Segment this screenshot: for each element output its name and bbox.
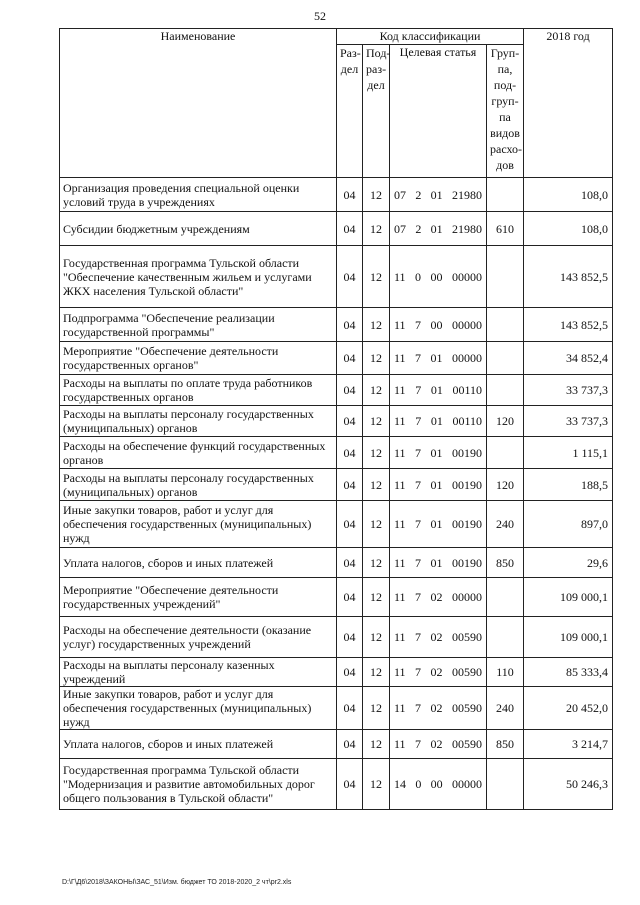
target-part-t4: 00110	[452, 414, 482, 428]
target-part-t2: 7	[415, 590, 422, 604]
target-part-t2: 7	[415, 701, 422, 715]
row-podrazdel: 12	[363, 759, 390, 810]
target-part-t4: 00190	[451, 517, 482, 531]
header-group: Груп- па, под- груп- па видов расхо- дов	[487, 45, 524, 178]
row-amount: 85 333,4	[524, 658, 613, 687]
table-row	[60, 759, 613, 810]
target-part-t3: 01	[430, 517, 443, 531]
row-target-article	[390, 308, 487, 342]
table-row	[60, 178, 613, 212]
row-name: Расходы на выплаты по оплате труда работников государственных органов	[60, 375, 337, 406]
target-part-t2: 7	[415, 630, 422, 644]
row-amount: 108,0	[524, 212, 613, 246]
row-group: 120	[487, 406, 524, 437]
row-target-article	[390, 617, 487, 658]
header-podrazdel: Под- раз- дел	[363, 45, 390, 178]
header-year: 2018 год	[524, 29, 613, 178]
target-part-t1: 11	[394, 414, 406, 428]
row-name: Государственная программа Тульской области "Модернизация и развитие автомобильных дорог общего пользования в Тульской области"	[60, 759, 337, 810]
row-amount: 1 115,1	[524, 437, 613, 469]
header-target: Целевая статья	[390, 45, 487, 178]
row-razdel: 04	[337, 406, 363, 437]
row-amount: 143 852,5	[524, 246, 613, 308]
target-part-t3: 02	[430, 737, 443, 751]
row-group: 610	[487, 212, 524, 246]
target-part-t1: 11	[394, 317, 406, 332]
row-name: Мероприятие "Обеспечение деятельности государственных органов"	[60, 342, 337, 375]
target-part-t4: 00000	[451, 590, 482, 604]
header-razdel: Раз- дел	[337, 45, 363, 178]
row-target-article	[390, 406, 487, 437]
row-name: Государственная программа Тульской области "Обеспечение качественным жильем и услугами ЖКХ населения Тульской области"	[60, 246, 337, 308]
row-podrazdel: 12	[363, 578, 390, 617]
target-part-t1: 07	[394, 187, 406, 202]
row-name: Мероприятие "Обеспечение деятельности государственных учреждений"	[60, 578, 337, 617]
row-group	[487, 178, 524, 212]
row-target-article	[390, 759, 487, 810]
row-podrazdel: 12	[363, 501, 390, 548]
row-podrazdel: 12	[363, 687, 390, 730]
row-target-article	[390, 658, 487, 687]
target-part-t1: 11	[394, 269, 406, 284]
page-number: 52	[314, 9, 326, 23]
table-row	[60, 246, 613, 308]
target-part-t2: 7	[415, 737, 422, 751]
row-group: 240	[487, 501, 524, 548]
target-part-t3: 02	[430, 701, 443, 715]
target-part-t3: 02	[430, 590, 443, 604]
target-part-t4: 00190	[451, 555, 482, 570]
table-row	[60, 617, 613, 658]
row-razdel: 04	[337, 617, 363, 658]
target-part-t3: 02	[430, 665, 443, 679]
row-amount: 20 452,0	[524, 687, 613, 730]
target-part-t3: 01	[430, 445, 443, 460]
row-target-article	[390, 178, 487, 212]
row-name: Уплата налогов, сборов и иных платежей	[60, 548, 337, 578]
row-name: Субсидии бюджетным учреждениям	[60, 212, 337, 246]
header-classification: Код классификации	[337, 29, 524, 45]
target-part-t1: 11	[394, 555, 406, 570]
row-podrazdel: 12	[363, 437, 390, 469]
target-part-t2: 7	[415, 414, 422, 428]
row-razdel: 04	[337, 342, 363, 375]
target-part-t4: 00110	[452, 383, 482, 397]
row-group: 850	[487, 548, 524, 578]
row-name: Подпрограмма "Обеспечение реализации государственной программы"	[60, 308, 337, 342]
target-part-t1: 11	[394, 737, 406, 751]
target-part-t4: 00000	[451, 269, 482, 284]
table-row	[60, 342, 613, 375]
row-group: 240	[487, 687, 524, 730]
row-podrazdel: 12	[363, 308, 390, 342]
row-podrazdel: 12	[363, 375, 390, 406]
row-name: Иные закупки товаров, работ и услуг для обеспечения государственных (муниципальных) нужд	[60, 501, 337, 548]
row-podrazdel: 12	[363, 730, 390, 759]
table-body	[60, 178, 613, 810]
table-row	[60, 687, 613, 730]
table-row	[60, 548, 613, 578]
row-amount: 34 852,4	[524, 342, 613, 375]
row-amount: 143 852,5	[524, 308, 613, 342]
row-amount: 33 737,3	[524, 375, 613, 406]
row-razdel: 04	[337, 469, 363, 501]
table-row	[60, 469, 613, 501]
row-group: 110	[487, 658, 524, 687]
target-part-t4: 00000	[451, 351, 482, 365]
target-part-t2: 7	[415, 317, 422, 332]
row-amount: 108,0	[524, 178, 613, 212]
target-part-t4: 21980	[451, 221, 482, 236]
row-amount: 897,0	[524, 501, 613, 548]
target-part-t2: 2	[415, 187, 422, 202]
row-razdel: 04	[337, 578, 363, 617]
target-part-t4: 00590	[451, 630, 482, 644]
row-amount: 3 214,7	[524, 730, 613, 759]
row-razdel: 04	[337, 501, 363, 548]
target-part-t2: 7	[415, 517, 422, 531]
row-target-article	[390, 687, 487, 730]
target-part-t3: 02	[430, 630, 443, 644]
target-part-t4: 00190	[451, 477, 482, 492]
row-target-article	[390, 548, 487, 578]
row-target-article	[390, 501, 487, 548]
file-path-footer: D:\Г\Д6\2018\ЗАКОНЫ\ЗАС_51\Изм. бюджет ТО 2018-2020_2 чт\pr2.xls	[62, 879, 292, 886]
row-name: Организация проведения специальной оценки условий труда в учреждениях	[60, 178, 337, 212]
target-part-t3: 01	[430, 351, 443, 365]
target-part-t4: 00590	[451, 665, 482, 679]
row-target-article	[390, 246, 487, 308]
target-part-t3: 01	[430, 477, 443, 492]
row-target-article	[390, 375, 487, 406]
row-target-article	[390, 212, 487, 246]
target-part-t3: 01	[430, 555, 443, 570]
target-part-t4: 21980	[451, 187, 482, 202]
table-row	[60, 437, 613, 469]
target-part-t2: 7	[415, 383, 422, 397]
target-part-t1: 11	[394, 665, 406, 679]
target-part-t1: 11	[394, 630, 406, 644]
row-podrazdel: 12	[363, 342, 390, 375]
target-part-t1: 11	[394, 517, 406, 531]
row-razdel: 04	[337, 178, 363, 212]
target-part-t4: 00190	[451, 445, 482, 460]
row-amount: 109 000,1	[524, 617, 613, 658]
row-podrazdel: 12	[363, 548, 390, 578]
row-target-article	[390, 342, 487, 375]
target-part-t3: 01	[430, 187, 443, 202]
target-part-t3: 01	[430, 221, 443, 236]
row-amount: 188,5	[524, 469, 613, 501]
row-group	[487, 759, 524, 810]
target-part-t3: 01	[430, 414, 443, 428]
row-razdel: 04	[337, 212, 363, 246]
row-name: Расходы на выплаты персоналу государственных (муниципальных) органов	[60, 469, 337, 501]
row-target-article	[390, 578, 487, 617]
target-part-t2: 7	[415, 445, 422, 460]
row-razdel: 04	[337, 687, 363, 730]
target-part-t4: 00000	[451, 777, 482, 791]
target-part-t1: 14	[394, 777, 406, 791]
row-name: Уплата налогов, сборов и иных платежей	[60, 730, 337, 759]
row-podrazdel: 12	[363, 246, 390, 308]
row-podrazdel: 12	[363, 212, 390, 246]
row-amount: 109 000,1	[524, 578, 613, 617]
row-group	[487, 342, 524, 375]
target-part-t2: 7	[415, 477, 422, 492]
target-part-t2: 0	[415, 777, 422, 791]
header-name: Наименование	[60, 29, 337, 178]
row-podrazdel: 12	[363, 658, 390, 687]
row-target-article	[390, 437, 487, 469]
target-part-t1: 11	[394, 477, 406, 492]
target-part-t1: 11	[394, 351, 406, 365]
row-name: Расходы на обеспечение деятельности (оказание услуг) государственных учреждений	[60, 617, 337, 658]
row-group	[487, 246, 524, 308]
row-group	[487, 437, 524, 469]
row-razdel: 04	[337, 375, 363, 406]
target-part-t4: 00000	[451, 317, 482, 332]
row-target-article	[390, 469, 487, 501]
target-part-t1: 07	[394, 221, 406, 236]
row-razdel: 04	[337, 308, 363, 342]
row-razdel: 04	[337, 548, 363, 578]
row-podrazdel: 12	[363, 178, 390, 212]
target-part-t1: 11	[394, 383, 406, 397]
target-part-t2: 7	[415, 665, 422, 679]
row-razdel: 04	[337, 658, 363, 687]
table-row	[60, 406, 613, 437]
table-row	[60, 308, 613, 342]
row-razdel: 04	[337, 730, 363, 759]
row-razdel: 04	[337, 437, 363, 469]
target-part-t3: 01	[430, 383, 443, 397]
table-row	[60, 375, 613, 406]
row-group	[487, 308, 524, 342]
target-part-t2: 2	[415, 221, 422, 236]
row-razdel: 04	[337, 759, 363, 810]
row-group: 120	[487, 469, 524, 501]
table-row	[60, 212, 613, 246]
target-part-t4: 00590	[451, 737, 482, 751]
row-podrazdel: 12	[363, 469, 390, 501]
target-part-t1: 11	[394, 590, 406, 604]
target-part-t4: 00590	[451, 701, 482, 715]
row-amount: 50 246,3	[524, 759, 613, 810]
row-podrazdel: 12	[363, 617, 390, 658]
table-row	[60, 658, 613, 687]
target-part-t3: 00	[430, 317, 443, 332]
row-group	[487, 617, 524, 658]
table-row	[60, 578, 613, 617]
row-razdel: 04	[337, 246, 363, 308]
row-name: Расходы на выплаты персоналу государственных (муниципальных) органов	[60, 406, 337, 437]
row-name: Иные закупки товаров, работ и услуг для обеспечения государственных (муниципальных) нужд	[60, 687, 337, 730]
target-part-t3: 00	[430, 777, 443, 791]
budget-table	[59, 28, 613, 810]
table-row	[60, 501, 613, 548]
row-podrazdel: 12	[363, 406, 390, 437]
target-part-t1: 11	[394, 445, 406, 460]
row-name: Расходы на выплаты персоналу казенных учреждений	[60, 658, 337, 687]
row-amount: 29,6	[524, 548, 613, 578]
target-part-t2: 0	[415, 269, 422, 284]
row-group: 850	[487, 730, 524, 759]
target-part-t1: 11	[394, 701, 406, 715]
row-group	[487, 578, 524, 617]
table-row	[60, 730, 613, 759]
target-part-t3: 00	[430, 269, 443, 284]
target-part-t2: 7	[415, 555, 422, 570]
row-amount: 33 737,3	[524, 406, 613, 437]
target-part-t2: 7	[415, 351, 422, 365]
row-name: Расходы на обеспечение функций государственных органов	[60, 437, 337, 469]
row-target-article	[390, 730, 487, 759]
row-group	[487, 375, 524, 406]
